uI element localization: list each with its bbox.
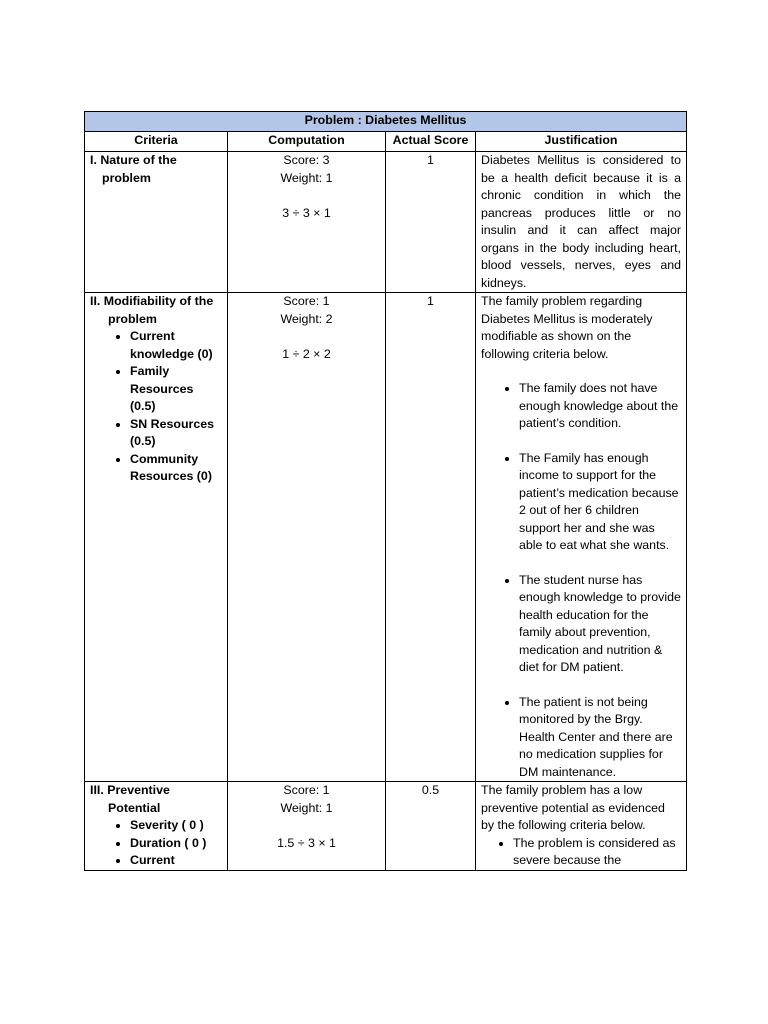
criteria-title-cont: problem (102, 170, 151, 185)
problem-prioritization-table (84, 111, 687, 871)
justification-item: • The problem is considered as severe because the (513, 835, 681, 870)
computation-score: Score: 1 (283, 783, 330, 797)
table-title: Problem : Diabetes Mellitus (85, 112, 687, 132)
criteria-item: • Family Resources (0.5) (130, 363, 222, 416)
criteria-title: II. Modifiability of the (90, 294, 214, 308)
justification-intro: The family problem has a low preventive potential as evidenced by the following criteria below. (481, 783, 665, 832)
computation-weight: Weight: 1 (280, 800, 333, 815)
computation-cell (228, 782, 386, 871)
computation-score: Score: 1 (283, 294, 330, 308)
computation-weight: Weight: 1 (280, 170, 333, 185)
justification-item: • The student nurse has enough knowledge to provide health education for the family about prevention, medication and nutrition & diet for DM patient. (519, 572, 681, 677)
criteria-cell (85, 782, 228, 871)
header-criteria: Criteria (85, 132, 228, 152)
computation-cell (228, 152, 386, 293)
header-justification: Justification (476, 132, 687, 152)
actual-score-cell: 1 (386, 293, 476, 782)
table-row (85, 152, 687, 293)
computation-score: Score: 3 (283, 153, 330, 167)
justification-intro: The family problem regarding Diabetes Mellitus is moderately modifiable as shown on the following criteria below. (481, 294, 653, 361)
computation-formula: 1.5 ÷ 3 × 1 (277, 835, 336, 850)
justification-item: • The patient is not being monitored by the Brgy. Health Center and there are no medication supplies for DM maintenance. (519, 694, 681, 782)
justification-item: • The Family has enough income to support for the patient’s medication because 2 out of her 6 children support her and she was able to eat what she wants. (519, 450, 681, 555)
computation-cell (228, 293, 386, 782)
computation-weight: Weight: 2 (280, 311, 333, 326)
criteria-cell (85, 293, 228, 782)
justification-cell (476, 782, 687, 871)
criteria-title: I. Nature of the (90, 153, 177, 167)
criteria-title-cont: problem (108, 311, 157, 326)
justification-cell: Diabetes Mellitus is considered to be a health deficit because it is a chronic condition in which the pancreas produces little or no insulin and it can affect major organs in the body including heart, blood vessels, nerves, eyes and kidneys. (476, 152, 687, 293)
header-computation: Computation (228, 132, 386, 152)
criteria-title-cont: Potential (108, 800, 161, 815)
criteria-item: • Severity ( 0 ) (130, 817, 222, 835)
criteria-item: • Community Resources (0) (130, 451, 222, 486)
table-row (85, 293, 687, 782)
actual-score-cell: 1 (386, 152, 476, 293)
justification-cell (476, 293, 687, 782)
header-actual-score: Actual Score (386, 132, 476, 152)
criteria-item: • Duration ( 0 ) (130, 835, 222, 853)
criteria-title: III. Preventive (90, 783, 170, 797)
table-row (85, 782, 687, 871)
criteria-item: • SN Resources (0.5) (130, 416, 222, 451)
computation-formula: 3 ÷ 3 × 1 (282, 205, 331, 220)
criteria-item: • Current (130, 852, 222, 870)
criteria-cell (85, 152, 228, 293)
justification-item: • The family does not have enough knowledge about the patient’s condition. (519, 380, 681, 433)
actual-score-cell: 0.5 (386, 782, 476, 871)
criteria-item: • Current knowledge (0) (130, 328, 222, 363)
computation-formula: 1 ÷ 2 × 2 (282, 346, 331, 361)
